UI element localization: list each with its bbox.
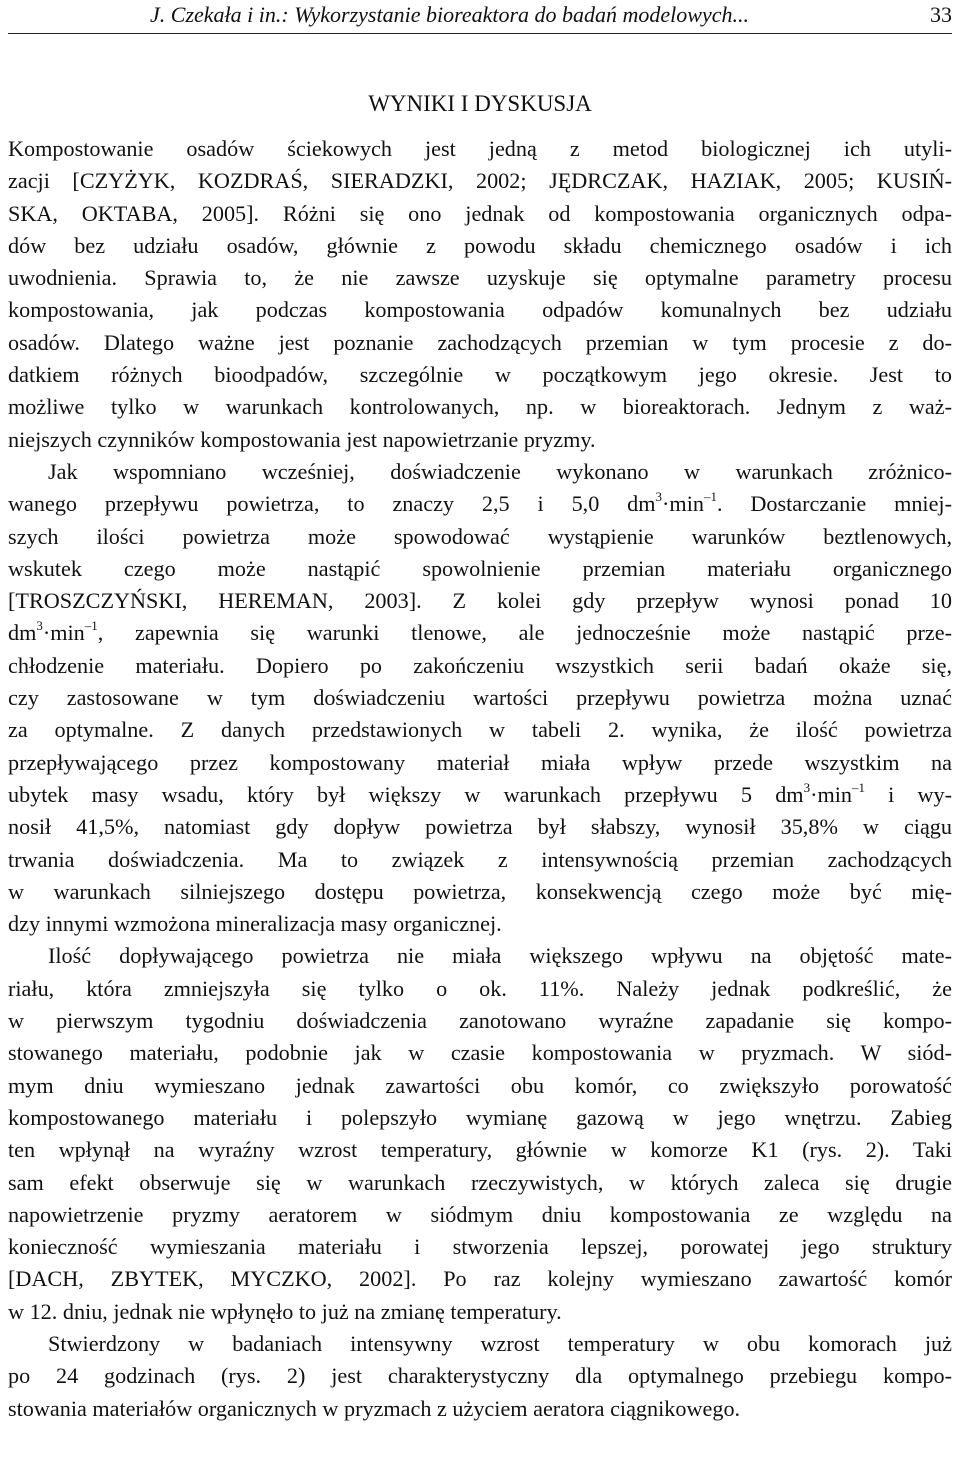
paragraph bbox=[8, 940, 952, 1328]
text-line: riału, która zmniejszyła się tylko o ok. 11%. Należy jednak podkreślić, że bbox=[8, 975, 952, 1001]
text-line: $dm^3\cdot\min^{-1}$, zapewnia się warunki tlenowe, ale jednocześnie może nastąpić prze- bbox=[8, 618, 952, 646]
text-line: Ilość dopływającego powietrza nie miała większego wpływu na objętość mate- bbox=[48, 943, 952, 969]
text-line: osadów. Dlatego ważne jest poznanie zachodzących przemian w tym procesie z do- bbox=[8, 329, 952, 355]
text-line: możliwe tylko w warunkach kontrolowanych, np. w bioreaktorach. Jednym z waż- bbox=[8, 394, 952, 420]
text-line: sam efekt obserwuje się w warunkach rzeczywistych, w których zaleca się drugie bbox=[8, 1169, 952, 1195]
paragraph bbox=[8, 1328, 952, 1425]
text-line: Kompostowanie osadów ściekowych jest jedną z metod biologicznej ich utyli- bbox=[8, 136, 952, 161]
text-line: [TROSZCZYŃSKI, HEREMAN, 2003]. Z kolei gdy przepływ wynosi ponad 10 bbox=[8, 588, 952, 614]
text-line: nosił 41,5%, natomiast gdy dopływ powietrza był słabszy, wynosił 35,8% w ciągu bbox=[8, 814, 952, 840]
text-line: czy zastosowane w tym doświadczeniu wartości przepływu powietrza można uznać bbox=[8, 685, 952, 711]
text-line: stowanego materiału, podobnie jak w czasie kompostowania w pryzmach. W siód- bbox=[8, 1040, 952, 1066]
text-line: SKA, OKTABA, 2005]. Różni się ono jednak od kompostowania organicznych odpa- bbox=[8, 200, 952, 226]
text-line: kompostowania, jak podczas kompostowania odpadów komunalnych bez udziału bbox=[8, 297, 952, 323]
running-header bbox=[8, 0, 952, 34]
text-line: Stwierdzony w badaniach intensywny wzrost temperatury w obu komorach już bbox=[48, 1330, 952, 1356]
text-line: datkiem różnych bioodpadów, szczególnie w początkowym jego okresie. Jest to bbox=[8, 362, 952, 388]
text-line: uwodnienia. Sprawia to, że nie zawsze uzyskuje się optymalne parametry procesu bbox=[8, 265, 952, 291]
section-heading: WYNIKI I DYSKUSJA bbox=[368, 91, 592, 117]
paragraph bbox=[8, 456, 952, 940]
text-line: chłodzenie materiału. Dopiero po zakończeniu wszystkich serii badań okaże się, bbox=[8, 652, 952, 678]
text-line: wanego przepływu powietrza, to znaczy 2,5 i 5,0 $dm^3\cdot\min^{-1}$. Dostarczanie mniej- bbox=[8, 488, 952, 517]
paragraph bbox=[8, 133, 952, 456]
text-line: ubytek masy wsadu, który był większy w warunkach przepływu 5 $dm^3\cdot\min^{-1}$ i wy- bbox=[8, 779, 952, 807]
text-line: kompostowanego materiału i polepszyło wymianę gazową w jego wnętrzu. Zabieg bbox=[8, 1104, 952, 1130]
text-line: wskutek czego może nastąpić spowolnienie przemian materiału organicznego bbox=[8, 555, 952, 581]
text-line: przepływającego przez kompostowany materiał miała wpływ przede wszystkim na bbox=[8, 749, 952, 775]
text-line: konieczność wymieszania materiału i stworzenia lepszej, porowatej jego struktury bbox=[8, 1234, 952, 1260]
body-text bbox=[8, 133, 952, 1425]
text-line: w 12. dniu, jednak nie wpłynęło to już na zmianę temperatury. bbox=[8, 1298, 562, 1324]
text-line: niejszych czynników kompostowania jest napowietrzanie pryzmy. bbox=[8, 426, 596, 452]
text-line: po 24 godzinach (rys. 2) jest charakterystyczny dla optymalnego przebiegu kompo- bbox=[8, 1363, 952, 1389]
running-title: J. Czekała i in.: Wykorzystanie bioreaktora do badań modelowych... bbox=[150, 2, 749, 27]
text-line: mym dniu wymieszano jednak zawartości obu komór, co zwiększyło porowatość bbox=[8, 1072, 952, 1098]
text-line: za optymalne. Z danych przedstawionych w tabeli 2. wynika, że ilość powietrza bbox=[8, 717, 952, 743]
text-line: ten wpłynął na wyraźny wzrost temperatury, głównie w komorze K1 (rys. 2). Taki bbox=[8, 1137, 952, 1163]
text-line: w pierwszym tygodniu doświadczenia zanotowano wyraźne zapadanie się kompo- bbox=[8, 1008, 952, 1034]
text-line: [DACH, ZBYTEK, MYCZKO, 2002]. Po raz kolejny wymieszano zawartość komór bbox=[8, 1266, 952, 1292]
page-number: 33 bbox=[930, 2, 952, 27]
text-line: dzy innymi wzmożona mineralizacja masy organicznej. bbox=[8, 911, 502, 937]
text-line: Jak wspomniano wcześniej, doświadczenie wykonano w warunkach zróżnico- bbox=[48, 458, 952, 484]
text-line: stowania materiałów organicznych w pryzmach z użyciem aeratora ciągnikowego. bbox=[8, 1395, 741, 1421]
text-line: dów bez udziału osadów, głównie z powodu składu chemicznego osadów i ich bbox=[8, 232, 952, 258]
text-line: w warunkach silniejszego dostępu powietrza, konsekwencją czego może być mię- bbox=[8, 878, 952, 904]
text-line: napowietrzenie pryzmy aeratorem w siódmym dniu kompostowania ze względu na bbox=[8, 1201, 952, 1227]
text-line: szych ilości powietrza może spowodować wystąpienie warunków beztlenowych, bbox=[8, 523, 952, 549]
text-line: zacji [CZYŻYK, KOZDRAŚ, SIERADZKI, 2002; JĘDRCZAK, HAZIAK, 2005; KUSIŃ- bbox=[8, 168, 952, 194]
text-line: trwania doświadczenia. Ma to związek z intensywnością przemian zachodzących bbox=[8, 846, 952, 872]
